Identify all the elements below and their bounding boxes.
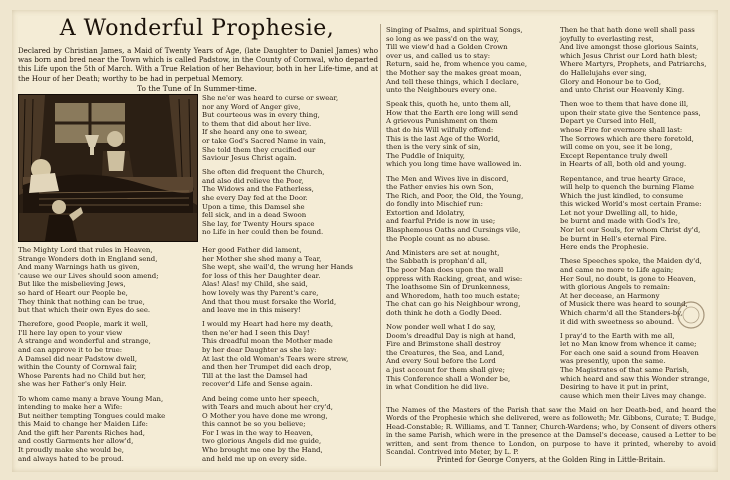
- verse-line: And many Warnings hath us given,: [18, 263, 140, 272]
- verse-line: was presently, upon the same.: [560, 357, 666, 366]
- verse-line: it did with sweetness so abound.: [560, 317, 675, 326]
- verse-line: how lovely was thy Parent's care,: [202, 288, 319, 297]
- verse-line: but that which their own Eyes do see.: [18, 306, 151, 315]
- verse-line: this Maid to change her Maiden Life:: [18, 420, 148, 429]
- verse-line: Now ponder well what I do say,: [386, 323, 496, 331]
- verse-line: then ne'er had I seen this Day!: [202, 328, 310, 337]
- verse-line: A grievous Punishment on them: [386, 117, 498, 126]
- verse-line: intending to make her a Wife:: [18, 403, 123, 412]
- verse-line: do Hallelujahs ever sing,: [560, 68, 647, 77]
- verse-line: with glorious Angels to remain:: [560, 283, 670, 292]
- verse-line: But courteous was in every thing,: [202, 111, 320, 120]
- verse-line: in Hearts of all, both old and young.: [560, 160, 687, 169]
- verse-line: will come on you, see it be long,: [560, 143, 673, 152]
- verse-line: which you long time have wallowed in.: [386, 160, 522, 169]
- verse-line: a just account for them shall give;: [386, 365, 505, 374]
- verse-line: How that the Earth ere long will send: [386, 108, 519, 117]
- verse-line: Return, said he, from whence you came,: [386, 60, 528, 69]
- verse-line: And being come unto her speech,: [202, 394, 320, 403]
- verse-line: And the gift her Parents Riches had,: [18, 428, 145, 437]
- verse-line: of Musick there was heard to sound,: [560, 300, 688, 309]
- verse-line: and came no more to Life again;: [560, 265, 674, 274]
- verse-column-d: [386, 26, 552, 397]
- verse-line: she was her Father's only Heir.: [18, 380, 127, 389]
- verse-line: Here ends the Prophesie.: [560, 243, 649, 252]
- verse-line: The Rich, and Poor, the Old, the Young,: [386, 191, 524, 200]
- intro-paragraph: Declared by Christian James, a Maid of Twenty Years of Age, (late Daughter to Daniel James) who was born and bred near the Town which is called Padstow, in the County of Cornwal, who departed this Life upon the 5th of March. With a True Relation of her Behaviour, both in her Life-time, and at the Hour of her Death; worthy to be had in perpetual Memory.: [18, 46, 378, 83]
- verse-line: The Magistrates of that same Parish,: [560, 365, 690, 374]
- verse-line: At her decease, an Harmony: [560, 291, 660, 300]
- verse-line: or take God's Sacred Name in vain,: [202, 136, 326, 145]
- verse-line: and fearful Pride is now in use;: [386, 217, 496, 226]
- verse-line: the Creatures, the Sea, and Land,: [386, 348, 505, 357]
- verse-line: and also did relieve the Poor,: [202, 176, 304, 185]
- notice-signature: Contrived into Meter, by L. P.: [417, 448, 519, 457]
- verse-line: the Father envies his own Son,: [386, 183, 494, 192]
- verse-line: her Mother she shed many a Tear,: [202, 254, 322, 263]
- verse-line: and held me up on every side.: [202, 454, 307, 463]
- verse-line: But neither tempting Tongues could make: [18, 411, 166, 420]
- verse-line: over us, and called us to stay:: [386, 51, 491, 60]
- verse-line: by her dear Daughter as she lay:: [202, 346, 317, 355]
- verse-line: be burnt in Hell's eternal Fire.: [560, 234, 667, 243]
- verse-line: and then her Trumpet did each drop,: [202, 363, 332, 372]
- verse-line: O Mother you have done me wrong,: [202, 411, 328, 420]
- verse-line: And tell these things, which I declare,: [386, 77, 519, 86]
- verse-line: The Sorrows which are there foretold,: [560, 134, 694, 143]
- verse-line: Blasphemous Oaths and Cursings vile,: [386, 226, 521, 235]
- verse-line: so hard of Heart our People be,: [18, 288, 128, 297]
- verse-line: the Mother say the makes great moan,: [386, 68, 522, 77]
- column-divider: [380, 24, 381, 466]
- verse-line: Desiring to have it put in print,: [560, 383, 669, 392]
- page-title: A Wonderful Prophesie,: [59, 16, 335, 41]
- tune-line: To the Tune of In Summer-time.: [137, 84, 257, 93]
- verse-line: Her good Father did lament,: [202, 246, 302, 254]
- verse-line: which Jesus Christ our Lord hath blest;: [560, 51, 698, 60]
- verse-line: Which charm'd all the Standers-by,: [560, 308, 683, 317]
- verse-line: The Widows and the Fatherless,: [202, 185, 314, 194]
- verse-line: she every Day fed at the Door.: [202, 194, 308, 203]
- verse-line: This Conference shall a Wonder be,: [386, 374, 511, 383]
- verse-line: Whose Parents had no Child but her,: [18, 371, 146, 380]
- verse-line: joyfully to everlasting rest,: [560, 34, 654, 43]
- verse-line: And that thou must forsake the World,: [202, 297, 337, 306]
- verse-line: And live amongst those glorious Saints,: [560, 43, 699, 52]
- verse-line: and costly Garments her allow'd,: [18, 437, 134, 446]
- verse-line: Therefore, good People, mark it well,: [18, 320, 148, 329]
- verse-line: two glorious Angels did me guide,: [202, 437, 322, 446]
- verse-line: and always hated to be proud.: [18, 454, 124, 463]
- verse-line: The Puddle of Iniquity,: [386, 151, 465, 160]
- verse-column-c: [202, 246, 377, 469]
- verse-line: I would my Heart had here my death,: [202, 320, 334, 329]
- verse-line: cause which men their Lives may change.: [560, 391, 707, 400]
- verse-line: doth think he doth a Godly Deed.: [386, 308, 502, 317]
- verse-line: If she heard any one to swear,: [202, 128, 308, 137]
- verse-line: and can approve it to be true:: [18, 346, 123, 355]
- verse-line: that do his Will wilfully offend:: [386, 126, 494, 135]
- verse-line: Then woe to them that have done ill,: [560, 100, 689, 109]
- verse-line: upon their state give the Sentence pass,: [560, 108, 701, 117]
- verse-line: then is the very sink of sin,: [386, 143, 481, 152]
- verse-line: let no Man know from whence it came;: [560, 340, 697, 349]
- verse-line: Her Soul, no doubt, is gone to Heaven,: [560, 274, 696, 283]
- library-stamp-icon: [676, 300, 706, 330]
- deathbed-scene-image: [19, 95, 197, 241]
- verse-line: She ne'er was heard to curse or swear,: [202, 94, 339, 102]
- verse-line: fell sick, and in a dead Swoon: [202, 211, 307, 220]
- broadside-sheet: [12, 10, 718, 472]
- verse-column-e: [560, 26, 718, 406]
- notice-text: The Names of the Masters of the Parish that saw the Maid on her Death-bed, and heard the Words of the Prophesie which she delivered, were as followeth; Mr. Gibbons, Curate; T. Budge, Head-Constable; R. Williams, and T. Tanner, Church-Wardens; who, by Consent of divers others in the same Parish, which were in the presence at the Damsel's decease, caused a Letter to be written, and sent from thence to London, on purpose to have it printed, whereby to avoid Scandal.: [386, 406, 716, 457]
- notice-paragraph: [386, 406, 716, 456]
- verse-line: Glory and Honour be to God,: [560, 77, 662, 86]
- verse-line: the Sabbath is prophan'd all,: [386, 257, 488, 266]
- verse-line: Alas! Alas! my Child, she said,: [202, 280, 308, 289]
- verse-line: Which the just kindled, to consume: [560, 191, 684, 200]
- printer-imprint: Printed for George Conyers, at the Golden Ring in Little-Britain.: [436, 456, 666, 464]
- verse-line: Strange Wonders doth in England send,: [18, 254, 158, 263]
- verse-line: Repentance, and true hearty Grace,: [560, 174, 686, 183]
- verse-line: and leave me in this misery!: [202, 306, 301, 315]
- verse-line: Nor let our Souls, for whom Christ dy'd,: [560, 226, 701, 235]
- verse-line: oppress with Racking, great, and wise:: [386, 274, 523, 283]
- verse-line: She told them they crucified our: [202, 145, 316, 154]
- verse-line: A Damsel did near Padstow dwell,: [18, 354, 138, 363]
- verse-line: And Ministers are set at nought,: [386, 248, 500, 257]
- verse-line: She often did frequent the Church,: [202, 168, 325, 177]
- verse-line: For I was in the way to Heaven,: [202, 428, 313, 437]
- verse-line: They think that nothing can be true,: [18, 297, 145, 306]
- verse-line: so long as we pass'd on the way,: [386, 34, 499, 43]
- verse-line: And every Soul before the Lord: [386, 357, 496, 366]
- verse-line: Doom's dreadful Day is nigh at hand,: [386, 331, 516, 340]
- verse-line: This dreadful moan the Mother made: [202, 337, 333, 346]
- verse-line: Depart ye Cursed into Hell,: [560, 117, 657, 126]
- verse-line: whose Fire for evermore shall last:: [560, 126, 683, 135]
- verse-line: Saviour Jesus Christ again.: [202, 154, 297, 163]
- verse-line: This is the last Age of the World,: [386, 134, 501, 143]
- verse-line: The Men and Wives live in discord,: [386, 174, 509, 183]
- verse-line: will help to quench the burning Flame: [560, 183, 694, 192]
- verse-line: in what Condition he did live.: [386, 383, 489, 392]
- verse-line: She lay, for Twenty Hours space: [202, 219, 315, 228]
- verse-line: For each one said a sound from Heaven: [560, 348, 699, 357]
- verse-line: But like the misbelieving Jews,: [18, 280, 126, 289]
- verse-line: The poor Man does upon the wall: [386, 265, 504, 274]
- verse-line: A strange and wonderful and strange,: [18, 337, 151, 346]
- verse-line: the People count as no abuse.: [386, 234, 491, 243]
- verse-line: with Tears and much about her cry'd,: [202, 403, 333, 412]
- verse-line: within the County of Cornwal fair,: [18, 363, 137, 372]
- verse-line: and unto Christ our Heavenly King.: [560, 86, 685, 95]
- verse-line: I'll here lay open to your view: [18, 328, 123, 337]
- verse-line: do fondly into Mischief run:: [386, 200, 483, 209]
- verse-line: At last the old Woman's Tears were strew,: [202, 354, 349, 363]
- verse-line: Except Repentance truly dwell: [560, 151, 668, 160]
- verse-line: no Life in her could then be found.: [202, 228, 324, 237]
- verse-line: unto the Neighbours every one.: [386, 86, 497, 95]
- verse-line: and Whoredom, hath too much estate;: [386, 291, 520, 300]
- verse-line: These Speeches spoke, the Maiden dy'd,: [560, 257, 702, 266]
- verse-line: Speak this, quoth he, unto them all,: [386, 100, 512, 109]
- verse-line: The Mighty Lord that rules in Heaven,: [18, 246, 153, 254]
- verse-line: nor any Word of Anger give,: [202, 102, 301, 111]
- verse-line: which heard and saw this Wonder strange,: [560, 374, 710, 383]
- verse-line: Then he that hath done well shall pass: [560, 26, 695, 34]
- verse-line: Till we view'd had a Golden Crown: [386, 43, 508, 52]
- woodcut-illustration: [18, 94, 198, 242]
- verse-line: I pray'd to the Earth with me all,: [560, 331, 675, 340]
- verse-line: 'cause we our Lives should soon amend;: [18, 271, 159, 280]
- verse-line: Who brought me one by the Hand,: [202, 446, 323, 455]
- verse-line: Upon a time, this Damsel she: [202, 202, 305, 211]
- verse-line: Extortion and Idolatry,: [386, 208, 465, 217]
- verse-line: It proudly make she would be,: [18, 446, 124, 455]
- verse-line: To whom came many a brave Young Man,: [18, 394, 164, 403]
- verse-line: this wicked World's most certain Frame:: [560, 200, 702, 209]
- verse-line: Till at the last the Damsel had: [202, 371, 308, 380]
- verse-line: Where Martyrs, Prophets, and Patriarchs,: [560, 60, 707, 69]
- verse-line: She wept, she wail'd, the wrung her Hands: [202, 263, 353, 272]
- verse-line: The loathsome Sin of Drunkenness,: [386, 283, 511, 292]
- verse-line: for loss of this her Daughter dear.: [202, 271, 321, 280]
- verse-line: Fire and Brimstone shall destroy: [386, 340, 501, 349]
- verse-line: recover'd Life and Sense again.: [202, 380, 313, 389]
- verse-line: The chat can go his Neighbour wrong,: [386, 300, 521, 309]
- verse-line: this cannot be so you believe;: [202, 420, 306, 429]
- verse-line: to them that did about her live.: [202, 119, 312, 128]
- verse-line: Let not your Dwelling all, to hide,: [560, 208, 678, 217]
- verse-line: Singing of Psalms, and spiritual Songs,: [386, 26, 523, 34]
- verse-column-b: [18, 246, 193, 469]
- verse-line: be burnt and made with God's Ire,: [560, 217, 681, 226]
- verse-column-a: [202, 94, 377, 243]
